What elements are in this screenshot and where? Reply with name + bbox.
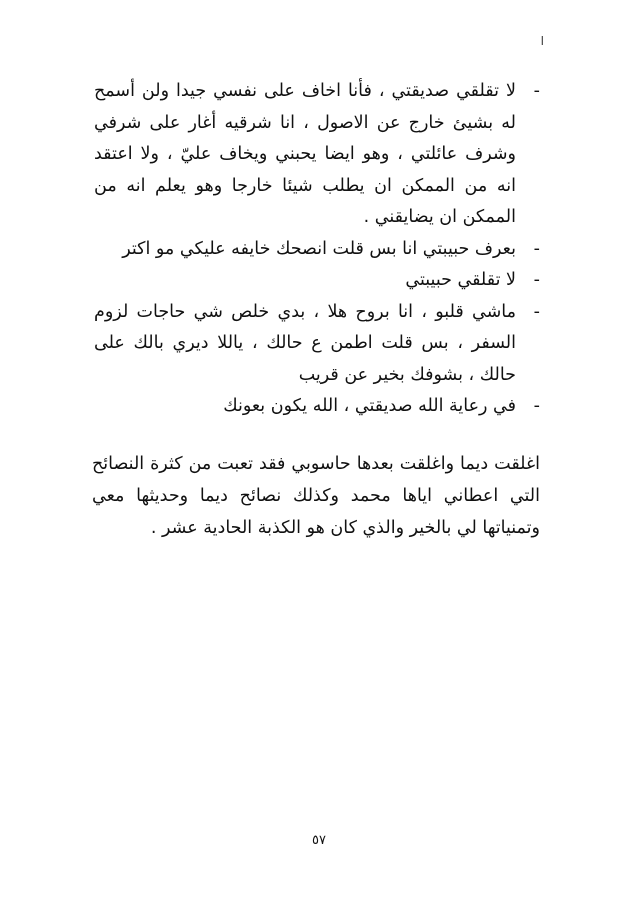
dialogue-list xyxy=(94,76,540,423)
dialogue-dash: - xyxy=(533,270,540,290)
dialogue-line xyxy=(94,391,540,423)
dialogue-dash: - xyxy=(533,396,540,416)
dialogue-line xyxy=(94,265,540,297)
corner-mark: ا xyxy=(540,34,544,48)
dialogue-text: بعرف حبيبتي انا بس قلت انصحك خايفه عليكي مو اكتر xyxy=(122,238,516,259)
dialogue-text: لا تقلقي حبيبتي xyxy=(405,270,516,290)
dialogue-text: في رعاية الله صديقتي ، الله يكون بعونك xyxy=(223,396,516,416)
narration-paragraph: اغلقت ديما واغلقت بعدها حاسوبي فقد تعبت من كثرة النصائح التي اعطاني اياها محمد وكذلك نصائح ديما وحديثها معي وتمنياتها لي بالخير والذي كان هو الكذبة الحادية عشر . xyxy=(92,454,540,538)
dialogue-line xyxy=(94,234,540,266)
dialogue-line xyxy=(94,76,540,234)
dialogue-dash: - xyxy=(533,301,540,322)
dialogue-dash: - xyxy=(533,81,540,101)
dialogue-text: لا تقلقي صديقتي ، فأنا اخاف على نفسي جيدا ولن أسمح له بشيئ خارج عن الاصول ، انا شرقيه أغار على شرفي وشرف عائلتي ، وهو ايضا يحبني ويخاف عليّ ، ولا اعتقد انه من الممكن ان يطلب شيئا خارجا وهو يعلم انه من الممكن ان يضايقني . xyxy=(94,81,516,227)
dialogue-line xyxy=(94,297,540,392)
page-number: ٥٧ xyxy=(312,833,326,848)
dialogue-text: ماشي قلبو ، انا بروح هلا ، بدي خلص شي حاجات لزوم السفر ، بس قلت اطمن ع حالك ، ياللا ديري بالك على حالك ، بشوفك بخير عن قريب xyxy=(94,301,516,385)
dialogue-dash: - xyxy=(533,238,540,259)
